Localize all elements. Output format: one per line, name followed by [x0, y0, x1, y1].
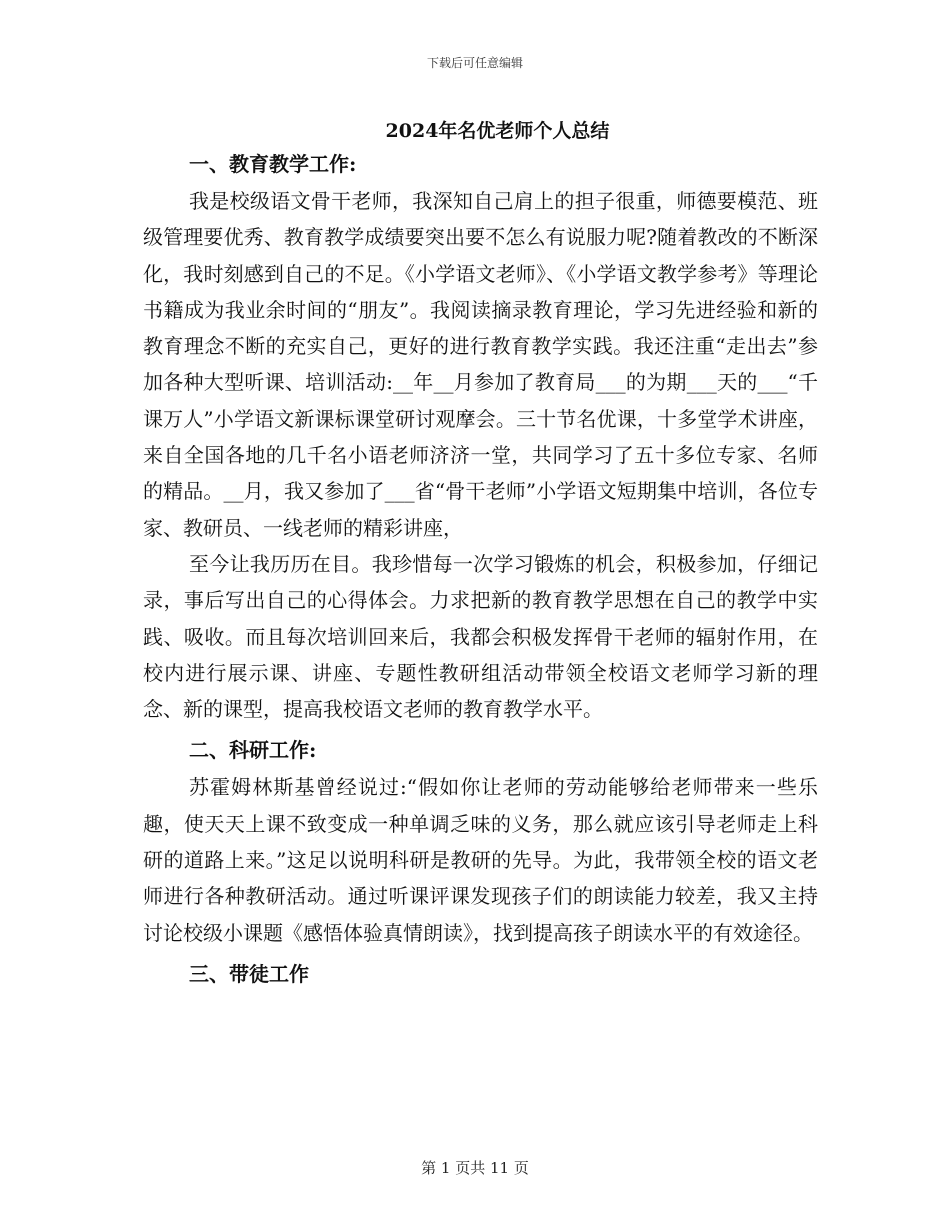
document-title: 2024年名优老师个人总结	[385, 120, 610, 142]
paragraph-research-1: 苏霍姆林斯基曾经说过:“假如你让老师的劳动能够给老师带来一些乐趣，使天天上课不致变成一种单调乏味的义务，那么就应该引导老师走上科研的道路上来。”这足以说明科研是教研的先导。为此，我带领全校的语文老师进行各种教研活动。通过听课评课发现孩子们的朗读能力较差，我又主持讨论校级小课题《感悟体验真情朗读》，找到提高孩子朗读水平的有效途径。	[143, 775, 818, 945]
document-body	[143, 145, 818, 993]
section-heading-teaching: 一、教育教学工作:	[189, 152, 357, 176]
paragraph-teaching-1: 我是校级语文骨干老师，我深知自己肩上的担子很重，师德要模范、班级管理要优秀、教育教学成绩要突出要不怎么有说服力呢?随着教改的不断深化，我时刻感到自己的不足。《小学语文老师》、《小学语文教学参考》等理论书籍成为我业余时间的“朋友”。我阅读摘录教育理论，学习先进经验和新的教育理念不断的充实自己，更好的进行教育教学实践。我还注重“走出去”参加各种大型听课、培训活动:__年__月参加了教育局___的为期___天的___“千课万人”小学语文新课标课堂研讨观摩会。三十节名优课，十多堂学术讲座，来自全国各地的几千名小语老师济济一堂，共同学习了五十多位专家、名师的精品。__月，我又参加了___省“骨干老师”小学语文短期集中培训，各位专家、教研员、一线老师的精彩讲座，	[143, 189, 818, 540]
paragraph-teaching-2: 至今让我历历在目。我珍惜每一次学习锻炼的机会，积极参加，仔细记录，事后写出自己的心得体会。力求把新的教育教学思想在自己的教学中实践、吸收。而且每次培训回来后，我都会积极发挥骨干老师的辐射作用，在校内进行展示课、讲座、专题性教研组活动带领全校语文老师学习新的理念、新的课型，提高我校语文老师的教育教学水平。	[143, 551, 818, 722]
page-header-note: 下载后可任意编辑	[426, 56, 523, 70]
page-footer: 第 1 页共 11 页	[421, 1159, 529, 1177]
section-heading-mentoring: 三、带徒工作	[189, 961, 309, 986]
section-heading-research: 二、科研工作:	[189, 738, 317, 763]
